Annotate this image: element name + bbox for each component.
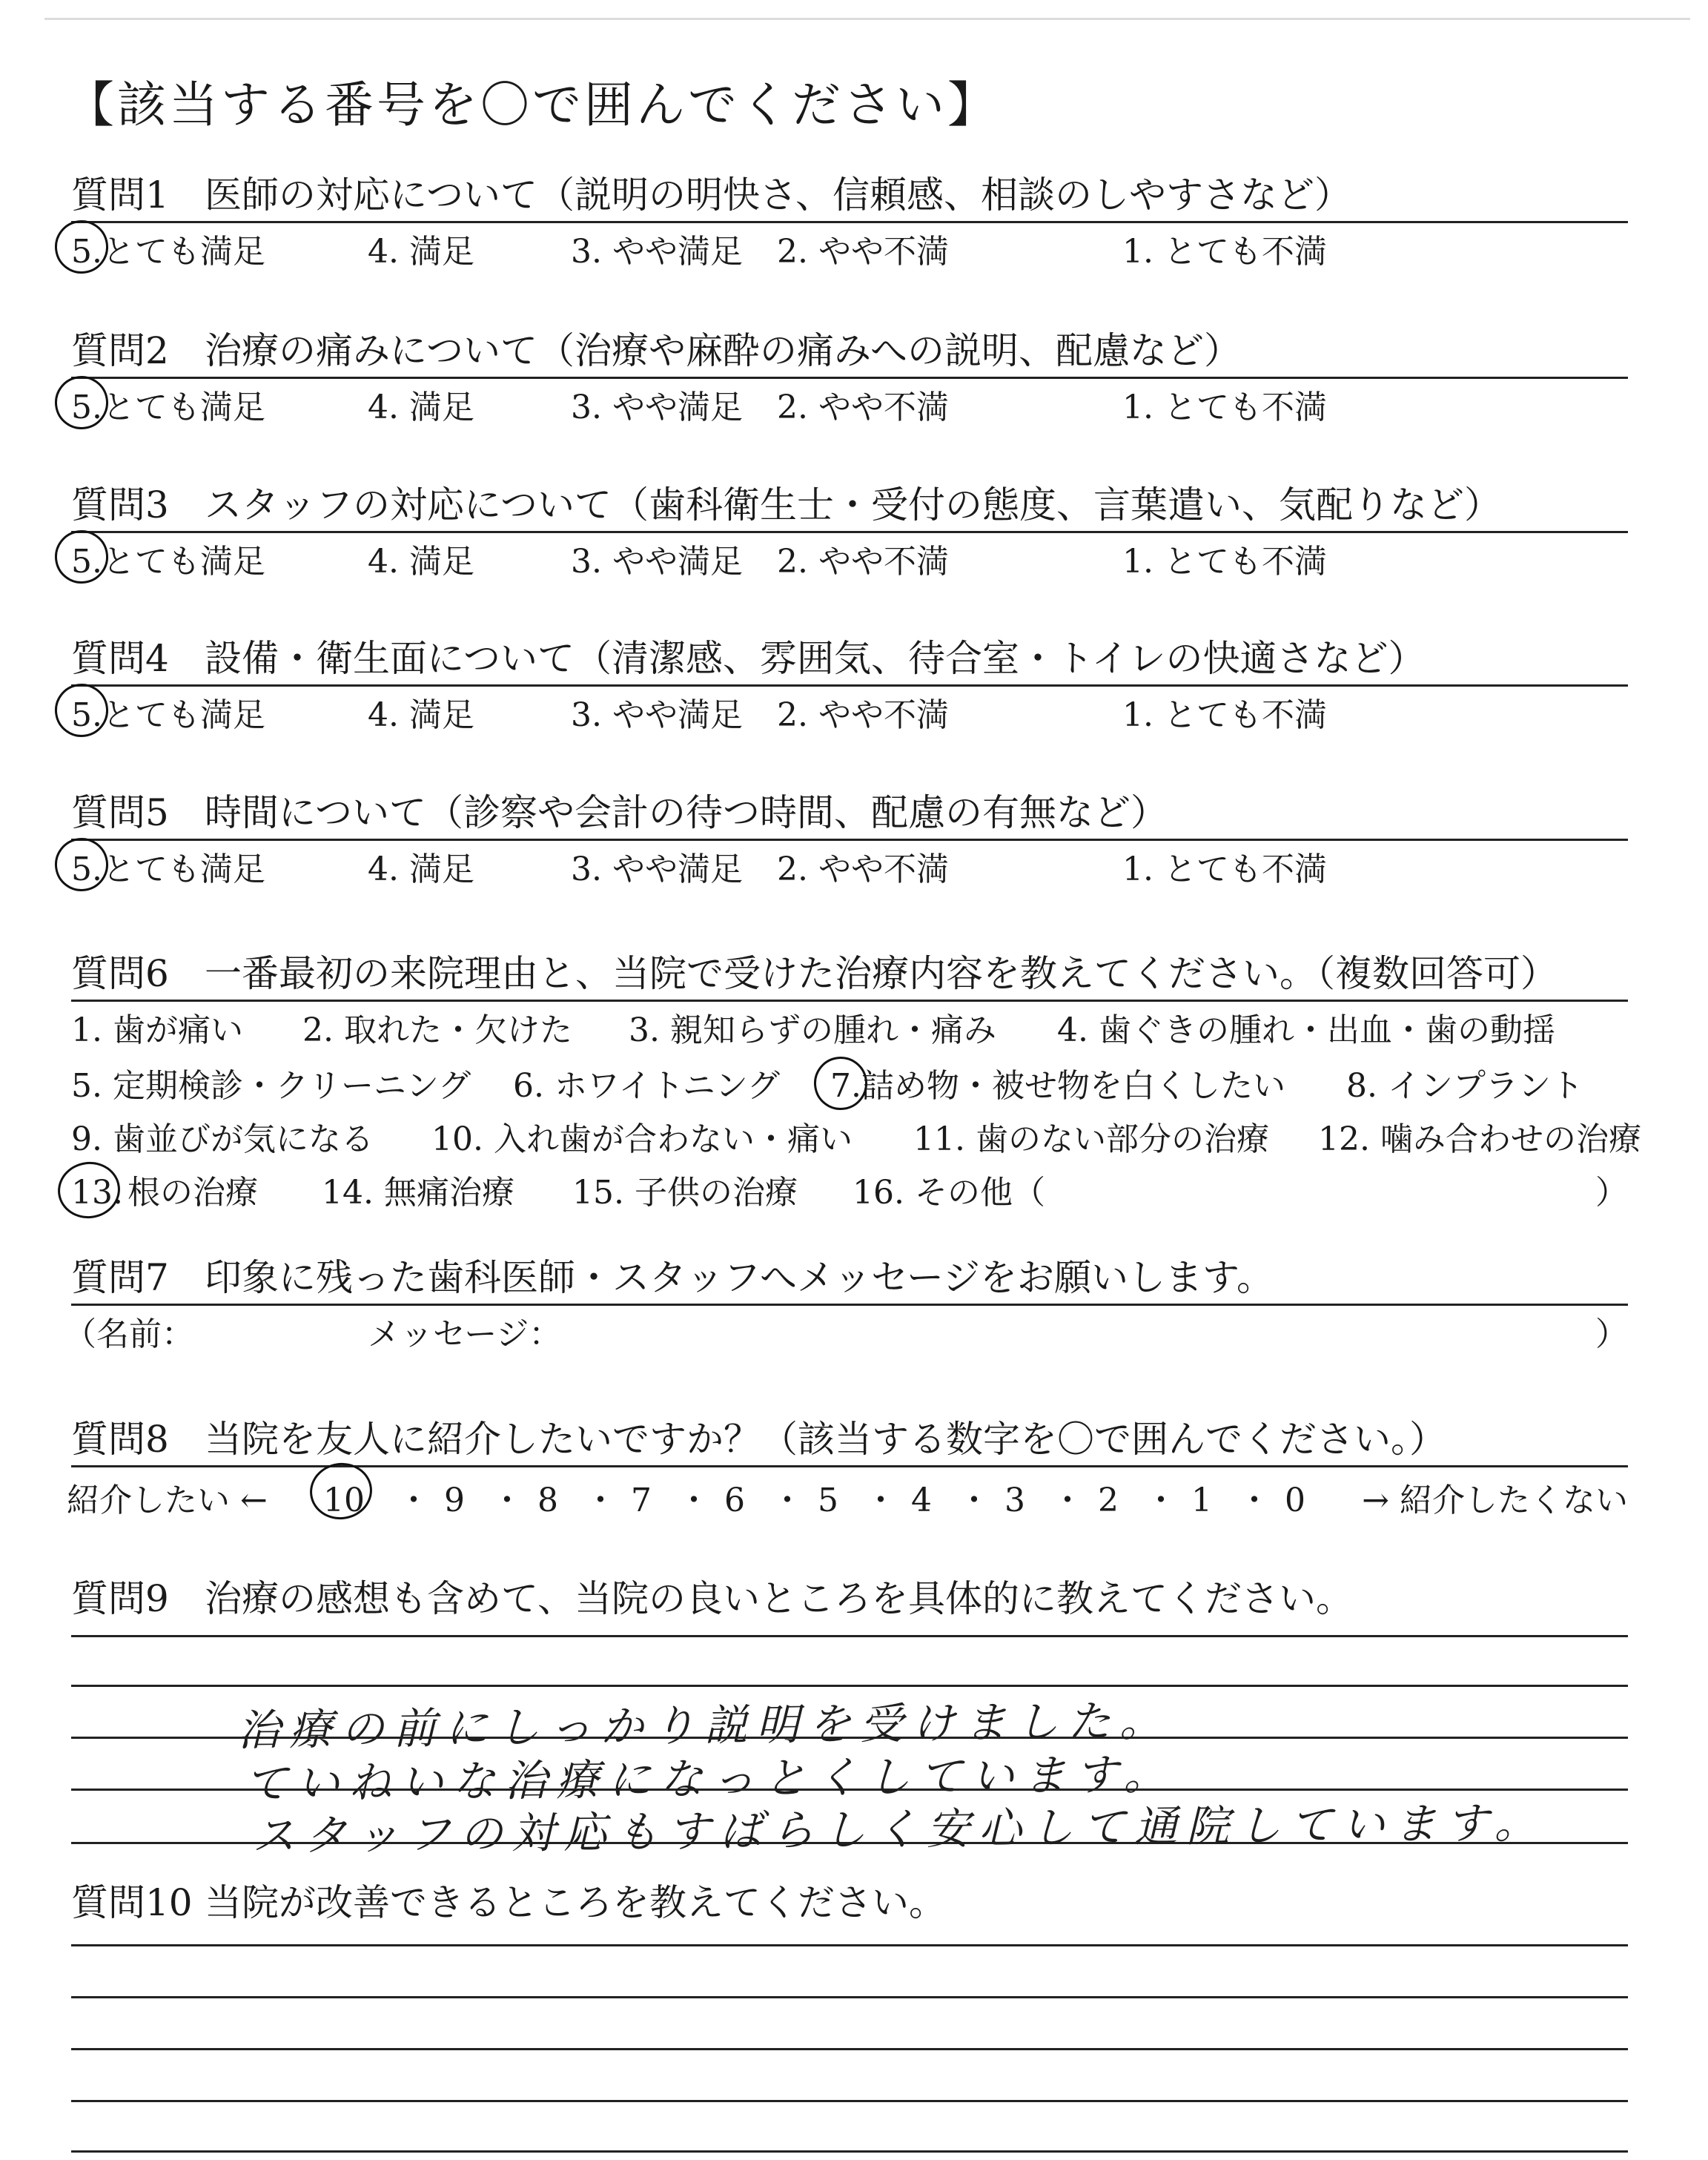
question-text: 当院が改善できるところを教えてください。 (205, 1881, 946, 1924)
rating-options (71, 841, 1628, 899)
handwritten-answer-line: スタッフの対応もすばらしく安心して通院しています。 (251, 1797, 1546, 1862)
scale-separator: ・ (584, 1482, 617, 1519)
scale-option[interactable]: 1 (1191, 1482, 1212, 1519)
question-6-title (71, 938, 1628, 1002)
close-paren: ） (1595, 1315, 1628, 1353)
q6-option[interactable]: 2. 取れた・欠けた (302, 1011, 572, 1049)
scale-option[interactable]: 3 (1004, 1482, 1025, 1519)
selection-circle: 5. (71, 533, 102, 591)
q6-option-label: 根の治療 (127, 1174, 258, 1212)
scale-option[interactable]: 5 (818, 1482, 838, 1519)
scale-separator: ・ (678, 1482, 710, 1519)
rating-option[interactable]: 2. やや不満 (777, 851, 949, 888)
answer-line (71, 2100, 1628, 2102)
rating-option-selected[interactable] (71, 223, 265, 281)
rating-option[interactable]: 3. やや満足 (571, 233, 743, 271)
scale-separator: ・ (491, 1482, 523, 1519)
question-text: スタッフの対応について（歯科衛生士・受付の態度、言葉遣い、気配りなど） (205, 483, 1501, 526)
question-2-title (71, 315, 1628, 379)
scale-option[interactable]: 4 (911, 1482, 932, 1519)
rating-option[interactable]: 4. 満足 (368, 233, 474, 271)
answer-line (71, 2048, 1628, 2050)
scale-option-selected[interactable] (323, 1467, 365, 1534)
q6-option[interactable]: 4. 歯ぐきの腫れ・出血・歯の動揺 (1057, 1011, 1555, 1049)
rating-option[interactable]: 4. 満足 (368, 696, 474, 734)
rating-option-selected[interactable] (71, 841, 265, 899)
rating-options (71, 687, 1628, 744)
rating-option[interactable]: 4. 満足 (368, 543, 474, 581)
scale-option[interactable]: 0 (1285, 1482, 1305, 1519)
rating-option[interactable]: 3. やや満足 (571, 389, 743, 426)
question-1 (71, 159, 1628, 281)
rating-options (71, 379, 1628, 437)
q6-option-other[interactable]: 16. その他（ (853, 1174, 1045, 1212)
answer-line (71, 1685, 1628, 1687)
question-label: 質問9 (71, 1577, 169, 1620)
rating-option[interactable]: 1. とても不満 (1122, 233, 1327, 271)
top-border (44, 18, 1690, 20)
scale-separator: ・ (397, 1482, 430, 1519)
q6-option[interactable]: 1. 歯が痛い (71, 1011, 243, 1049)
q6-option-selected[interactable] (830, 1060, 1285, 1113)
rating-option[interactable]: 4. 満足 (368, 389, 474, 426)
answer-line (71, 1944, 1628, 1946)
question-3-title (71, 469, 1628, 533)
rating-option[interactable]: 2. やや不満 (777, 696, 949, 734)
rating-option[interactable]: 1. とても不満 (1122, 543, 1327, 581)
q6-option[interactable]: 10. 入れ歯が合わない・痛い (431, 1120, 853, 1158)
scale-separator: ・ (958, 1482, 990, 1519)
scale-separator: ・ (1238, 1482, 1271, 1519)
scale-right-label: → 紹介したくない (1362, 1482, 1628, 1519)
question-8-title (71, 1404, 1628, 1467)
recommend-scale (67, 1467, 1628, 1534)
question-6 (71, 938, 1641, 1220)
q6-option[interactable]: 12. 噛み合わせの治療 (1318, 1120, 1641, 1158)
question-4-title (71, 623, 1628, 687)
rating-option[interactable]: 3. やや満足 (571, 543, 743, 581)
rating-label: とても満足 (102, 543, 265, 581)
question-7 (64, 1242, 1628, 1364)
scale-left-label: 紹介したい ← (67, 1482, 268, 1519)
question-label: 質問3 (71, 483, 169, 526)
scale-option[interactable]: 8 (537, 1482, 558, 1519)
rating-options (71, 533, 1628, 591)
q6-row-3 (71, 1113, 1641, 1166)
rating-options (71, 223, 1628, 281)
rating-label: とても満足 (102, 696, 265, 734)
question-8 (67, 1404, 1628, 1534)
question-text: 医師の対応について（説明の明快さ、信頼感、相談のしやすさなど） (205, 174, 1351, 217)
question-text: 治療の痛みについて（治療や麻酔の痛みへの説明、配慮など） (205, 329, 1241, 372)
selection-circle: 10 (323, 1467, 365, 1534)
selection-circle: 5. (71, 841, 102, 899)
scale-separator: ・ (864, 1482, 897, 1519)
question-4 (71, 623, 1628, 744)
question-9-title (71, 1561, 1628, 1625)
rating-option[interactable]: 1. とても不満 (1122, 696, 1327, 734)
question-label: 質問5 (71, 791, 169, 834)
q6-option[interactable]: 5. 定期検診・クリーニング (71, 1067, 471, 1105)
q7-fields (64, 1306, 1628, 1364)
q6-option[interactable]: 11. 歯のない部分の治療 (913, 1120, 1269, 1158)
rating-label: とても満足 (102, 851, 265, 888)
rating-option[interactable]: 1. とても不満 (1122, 851, 1327, 888)
rating-option[interactable]: 1. とても不満 (1122, 389, 1327, 426)
q6-option[interactable]: 15. 子供の治療 (572, 1174, 798, 1212)
question-5-title (71, 777, 1628, 841)
selection-circle: 5. (71, 687, 102, 744)
answer-line (71, 1996, 1628, 1998)
rating-option[interactable]: 2. やや不満 (777, 389, 949, 426)
question-label: 質問6 (71, 952, 169, 995)
question-text: 当院を友人に紹介したいですか？（該当する数字を〇で囲んでください。） (205, 1418, 1446, 1461)
handwritten-answer-line: ていねいな治療になっとくしています。 (244, 1748, 1176, 1809)
q6-option[interactable]: 3. 親知らずの腫れ・痛み (629, 1011, 996, 1049)
scale-separator: ・ (771, 1482, 804, 1519)
question-1-title (71, 159, 1628, 223)
scale-option[interactable]: 7 (631, 1482, 652, 1519)
rating-option-selected[interactable] (71, 533, 265, 591)
question-9 (71, 1561, 1628, 1625)
name-label: （名前： (64, 1315, 194, 1353)
answer-line (71, 2150, 1628, 2153)
q6-option[interactable]: 6. ホワイトニング (513, 1067, 781, 1105)
q6-row-4 (71, 1166, 1628, 1220)
q6-option[interactable]: 8. インプラント (1346, 1067, 1583, 1105)
q6-option-selected[interactable] (71, 1166, 258, 1220)
close-paren: ） (1595, 1174, 1628, 1212)
question-text: 印象に残った歯科医師・スタッフへメッセージをお願いします。 (205, 1256, 1274, 1299)
rating-option-selected[interactable] (71, 687, 265, 744)
question-text: 設備・衛生面について（清潔感、雰囲気、待合室・トイレの快適さなど） (205, 637, 1426, 680)
rating-option[interactable]: 4. 満足 (368, 851, 474, 888)
scale-separator: ・ (1145, 1482, 1177, 1519)
handwritten-answer-line: 治療の前にしっかり説明を受けました。 (236, 1695, 1172, 1756)
rating-option[interactable]: 2. やや不満 (777, 233, 949, 271)
question-3 (71, 469, 1628, 591)
rating-option[interactable]: 3. やや満足 (571, 851, 743, 888)
selection-circle: 5. (71, 223, 102, 281)
answer-line (71, 1635, 1628, 1637)
question-text: 一番最初の来院理由と、当院で受けた治療内容を教えてください。（複数回答可） (205, 952, 1558, 995)
question-text: 時間について（診察や会計の待つ時間、配慮の有無など） (205, 791, 1168, 834)
question-label: 質問1 (71, 174, 169, 217)
rating-option[interactable]: 2. やや不満 (777, 543, 949, 581)
scale-option[interactable]: 2 (1098, 1482, 1119, 1519)
question-label: 質問4 (71, 637, 169, 680)
q6-option-label: 詰め物・被せ物を白くしたい (861, 1067, 1285, 1105)
selection-circle: 7. (830, 1060, 861, 1113)
question-10-title (71, 1865, 1628, 1929)
q6-option[interactable]: 14. 無痛治療 (322, 1174, 514, 1212)
message-label: メッセージ： (368, 1315, 562, 1353)
rating-option[interactable]: 3. やや満足 (571, 696, 743, 734)
scale-separator: ・ (1051, 1482, 1084, 1519)
question-5 (71, 777, 1628, 899)
rating-label: とても満足 (102, 389, 265, 426)
scale-option[interactable]: 9 (444, 1482, 465, 1519)
q6-row-2 (71, 1060, 1628, 1113)
page-title: 【該当する番号を〇で囲んでください】 (65, 76, 999, 133)
question-2 (71, 315, 1628, 437)
rating-option-selected[interactable] (71, 379, 265, 437)
question-label: 質問7 (71, 1256, 169, 1299)
question-10 (71, 1865, 1628, 1929)
q6-row-1 (71, 1002, 1628, 1060)
question-label: 質問2 (71, 329, 169, 372)
selection-circle: 13. (71, 1166, 123, 1220)
q6-option[interactable]: 9. 歯並びが気になる (71, 1120, 374, 1158)
question-7-title (71, 1242, 1628, 1306)
scale-option[interactable]: 6 (724, 1482, 745, 1519)
question-label: 質問10 (71, 1881, 193, 1924)
question-text: 治療の感想も含めて、当院の良いところを具体的に教えてください。 (205, 1577, 1353, 1620)
question-label: 質問8 (71, 1418, 169, 1461)
rating-label: とても満足 (102, 233, 265, 271)
selection-circle: 5. (71, 379, 102, 437)
